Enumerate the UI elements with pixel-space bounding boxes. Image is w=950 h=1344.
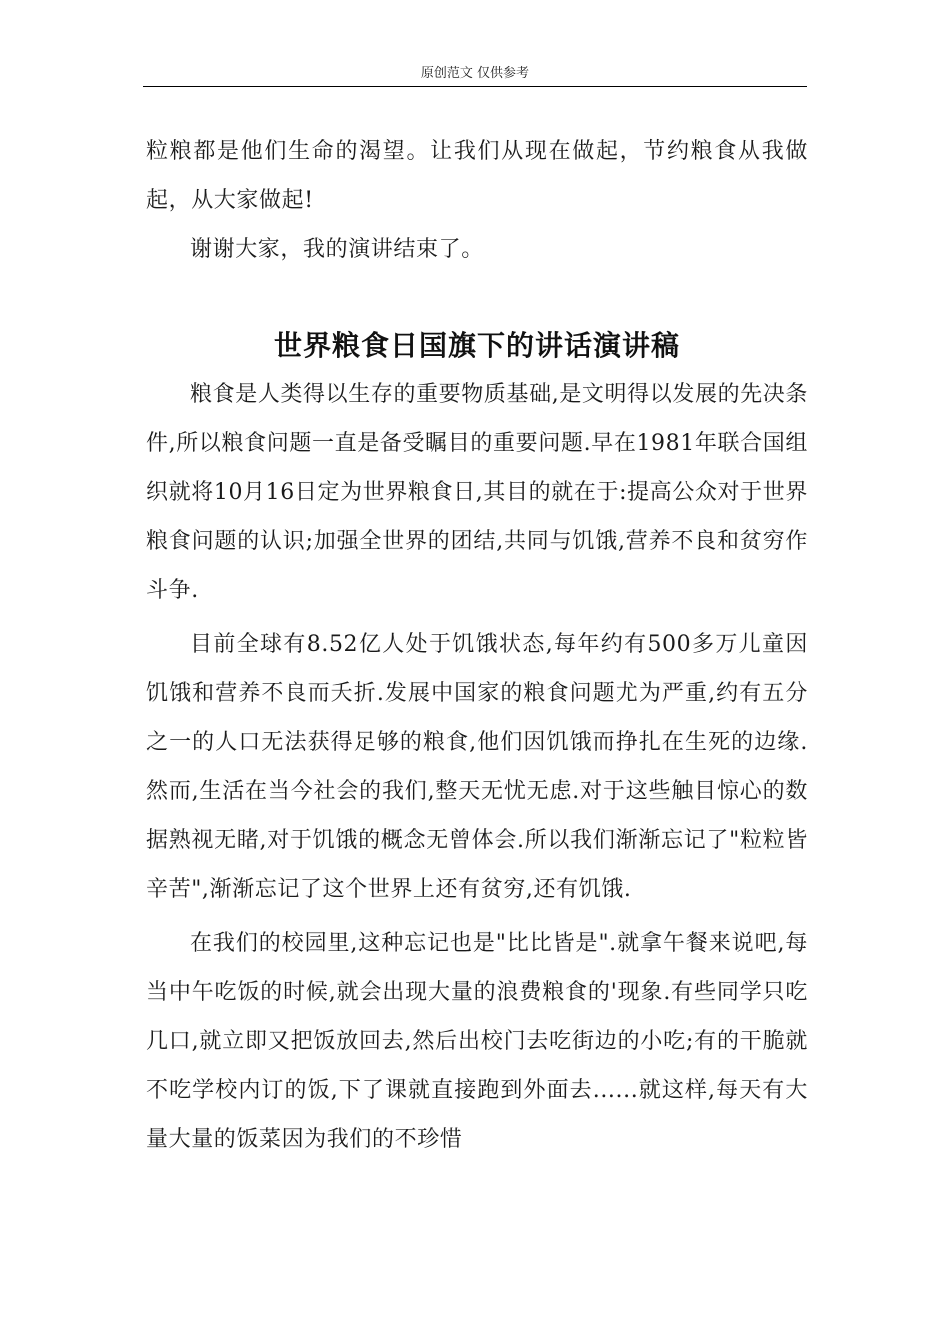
page-header: 原创范文 仅供参考 [420, 66, 530, 81]
header-rule [143, 86, 807, 87]
speech-title: 世界粮食日国旗下的讲话演讲稿 [273, 329, 680, 362]
body-paragraph-1: 粮食是人类得以生存的重要物质基础,是文明得以发展的先决条件,所以粮食问题一直是备受瞩目的重要问题.早在1981年联合国组织就将10月16日定为世界粮食日,其目的就在于:提高公众对于世界粮食问题的认识;加强全世界的团结,共同与饥饿,营养不良和贫穷作斗争. [146, 382, 808, 603]
document-body [146, 127, 808, 1164]
body-paragraph-2: 目前全球有8.52亿人处于饥饿状态,每年约有500多万儿童因饥饿和营养不良而夭折.发展中国家的粮食问题尤为严重,约有五分之一的人口无法获得足够的粮食,他们因饥饿而挣扎在生死的边缘.然而,生活在当今社会的我们,整天无忧无虑.对于这些触目惊心的数据熟视无睹,对于饥饿的概念无曾体会.所以我们渐渐忘记了"粒粒皆辛苦",渐渐忘记了这个世界上还有贫穷,还有饥饿. [146, 632, 808, 902]
closing-paragraph: 谢谢大家，我的演讲结束了。 [190, 237, 484, 262]
body-paragraph-3: 在我们的校园里,这种忘记也是"比比皆是".就拿午餐来说吧,每当中午吃饭的时候,就会出现大量的浪费粮食的'现象.有些同学只吃几口,就立即又把饭放回去,然后出校门去吃街边的小吃;有的干脆就不吃学校内订的饭,下了课就直接跑到外面去......就这样,每天有大量大量的饭菜因为我们的不珍惜 [146, 931, 808, 1152]
continuation-paragraph: 粒粮都是他们生命的渴望。让我们从现在做起，节约粮食从我做起，从大家做起! [146, 139, 808, 213]
